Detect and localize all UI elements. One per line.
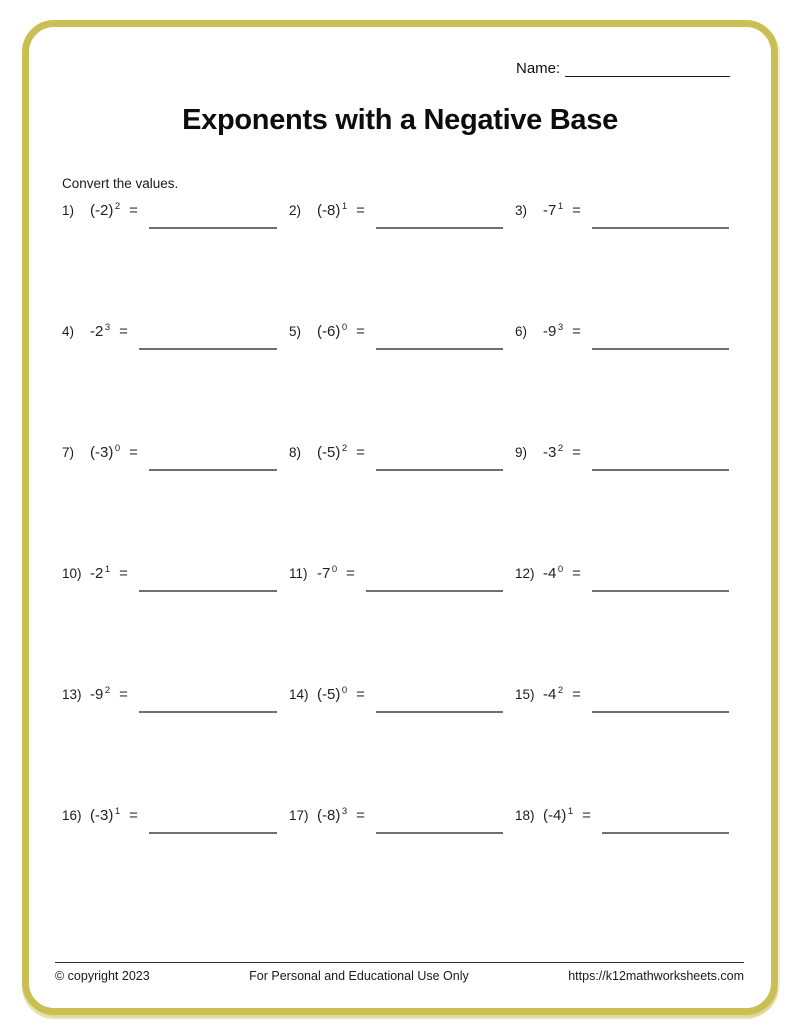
problem-expression [543,686,563,703]
problem-expression [90,565,110,582]
equals-sign: = [356,686,365,703]
problem-number: 17) [289,808,309,823]
expression-base: -7 [543,202,557,219]
problem-expression [90,807,120,824]
expression-base: -9 [90,686,104,703]
problem-expression [317,565,337,582]
problem-number: 4) [62,324,75,339]
equals-sign: = [119,686,128,703]
expression-exponent: 3 [341,806,348,817]
expression-base: -7 [317,565,331,582]
problem-number: 8) [289,445,302,460]
problem-number: 13) [62,687,82,702]
expression-exponent: 0 [341,685,348,696]
problem-cell [515,807,729,928]
expression-base: -4 [543,565,557,582]
problem-expression [543,565,563,582]
equals-sign: = [356,202,365,219]
problem-cell [289,444,503,565]
problem-expression [543,807,573,824]
expression-exponent: 3 [557,322,564,333]
expression-base: (-5) [317,686,341,703]
worksheet-title: Exponents with a Negative Base [182,104,618,136]
expression-base: (-2) [90,202,114,219]
answer-blank[interactable] [592,469,729,471]
expression-base: (-4) [543,807,567,824]
problem-number: 16) [62,808,82,823]
problem-cell [289,686,503,807]
problem-cell [289,807,503,928]
problem-cell [515,686,729,807]
problem-expression [317,686,347,703]
equals-sign: = [356,807,365,824]
answer-blank[interactable] [592,590,729,592]
problem-expression [317,807,347,824]
name-row [516,59,730,77]
expression-exponent: 0 [114,443,121,454]
problem-number: 11) [289,566,308,581]
expression-exponent: 2 [557,685,564,696]
footer [55,969,744,983]
equals-sign: = [572,565,581,582]
problem-cell [289,323,503,444]
problem-number: 9) [515,445,528,460]
problem-cell [515,323,729,444]
answer-blank[interactable] [366,590,503,592]
expression-base: -2 [90,323,104,340]
expression-base: (-5) [317,444,341,461]
problem-number: 10) [62,566,82,581]
answer-blank[interactable] [376,227,503,229]
equals-sign: = [572,444,581,461]
expression-base: -3 [543,444,557,461]
footer-usage: For Personal and Educational Use Only [249,969,469,983]
expression-exponent: 1 [104,564,111,575]
equals-sign: = [572,202,581,219]
equals-sign: = [119,323,128,340]
problem-cell [62,444,277,565]
name-blank[interactable] [565,59,730,77]
expression-base: (-6) [317,323,341,340]
equals-sign: = [129,807,138,824]
expression-base: (-8) [317,807,341,824]
problem-expression [90,202,120,219]
problem-cell [289,202,503,323]
problem-expression [543,323,563,340]
expression-exponent: 0 [341,322,348,333]
problem-expression [317,202,347,219]
problem-expression [543,202,563,219]
expression-exponent: 1 [557,201,564,212]
answer-blank[interactable] [376,832,503,834]
problem-number: 5) [289,324,302,339]
problem-expression [317,323,347,340]
answer-blank[interactable] [149,227,277,229]
problem-expression [90,686,110,703]
problem-expression [90,444,120,461]
problem-number: 18) [515,808,535,823]
equals-sign: = [356,323,365,340]
expression-base: -2 [90,565,104,582]
expression-exponent: 3 [104,322,111,333]
problem-cell [515,202,729,323]
problem-number: 7) [62,445,75,460]
equals-sign: = [346,565,355,582]
problem-expression [90,323,110,340]
expression-base: -4 [543,686,557,703]
problem-cell [62,323,277,444]
equals-sign: = [572,686,581,703]
answer-blank[interactable] [149,832,277,834]
equals-sign: = [129,444,138,461]
answer-blank[interactable] [376,711,503,713]
footer-divider [55,962,744,963]
answer-blank[interactable] [139,348,277,350]
problem-cell [62,565,277,686]
expression-exponent: 0 [331,564,338,575]
problems-grid [62,202,729,928]
expression-exponent: 2 [341,443,348,454]
footer-url: https://k12mathworksheets.com [568,969,744,983]
problem-number: 15) [515,687,535,702]
expression-exponent: 1 [567,806,574,817]
problem-cell [62,202,277,323]
name-label: Name: [516,60,561,77]
problem-number: 14) [289,687,309,702]
answer-blank[interactable] [592,227,729,229]
answer-blank[interactable] [592,711,729,713]
equals-sign: = [572,323,581,340]
expression-base: (-8) [317,202,341,219]
problem-cell [515,444,729,565]
problem-expression [317,444,347,461]
answer-blank[interactable] [376,348,503,350]
problem-number: 2) [289,203,302,218]
expression-exponent: 2 [104,685,111,696]
problem-cell [289,565,503,686]
equals-sign: = [356,444,365,461]
equals-sign: = [582,807,591,824]
problem-cell [62,807,277,928]
problem-number: 12) [515,566,535,581]
answer-blank[interactable] [602,832,729,834]
expression-base: (-3) [90,807,114,824]
footer-copyright: © copyright 2023 [55,969,150,983]
equals-sign: = [119,565,128,582]
answer-blank[interactable] [139,590,277,592]
answer-blank[interactable] [139,711,277,713]
answer-blank[interactable] [592,348,729,350]
problem-cell [62,686,277,807]
problem-cell [515,565,729,686]
expression-base: (-3) [90,444,114,461]
expression-exponent: 2 [557,443,564,454]
equals-sign: = [129,202,138,219]
problem-number: 6) [515,324,528,339]
problem-number: 1) [62,203,75,218]
expression-base: -9 [543,323,557,340]
expression-exponent: 0 [557,564,564,575]
instruction-text: Convert the values. [62,176,179,191]
expression-exponent: 2 [114,201,121,212]
problem-number: 3) [515,203,528,218]
expression-exponent: 1 [341,201,348,212]
answer-blank[interactable] [149,469,277,471]
expression-exponent: 1 [114,806,121,817]
problem-expression [543,444,563,461]
answer-blank[interactable] [376,469,503,471]
